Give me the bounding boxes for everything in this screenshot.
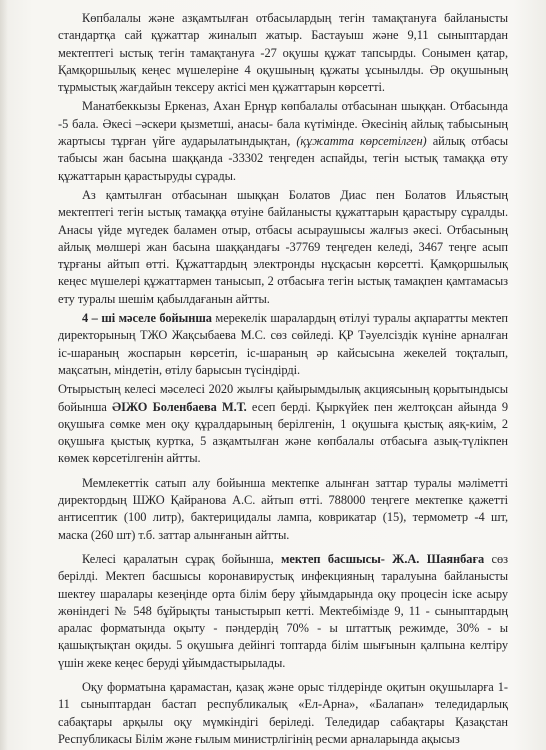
scan-binding-edge	[0, 0, 8, 750]
paragraph-text: сөз берілді. Мектеп басшысы коронавирустық инфекцияның таралуына байланысты шектеу шаралары кезеңінде орта білім беру ұйымдарында оқу процесін іске асыру жөніндегі № 548 бұйрықты таныстырып кетті. Мектебімізде 9, 11 - сыныптардың аралас форматында оқыту - пәндердің 70% - ы штаттық режимде, 30% - ы қашықтықтан оқиды. 5 оқушыға дейінгі топтарда білім шығынын қалпына келтіру үшін жеке кеңес беруді ұйымдастырылады.	[58, 551, 508, 670]
paragraph-fourth-issue	[58, 310, 508, 379]
paragraph-text: айлық отбасы табысы жан басына шаққанда -33302 теңгеден аспайды, тегін ыстық тамаққа өту құжаттарын қарастыруды сұрады.	[58, 134, 508, 183]
paragraph-text: Мемлекеттік сатып алу бойынша мектепке алынған заттар туралы мәліметті директордың ШЖО Қайранова А.С. айтып өтті. 788000 теңгеге мектепке қажетті антисептик (100 литр), бактерицидалы лампа, коврикатар (15), термометр -4 шт, маска (260 шт) т.б. заттар алынғанын айтты.	[58, 475, 508, 542]
paragraph-text: мерекелік шаралардың өтілуі туралы ақпаратты мектеп директорының ТЖО Жақсыбаева М.С. сөз сөйледі. ҚР Тәуелсіздік күніне арналған іс-шараның жоспарын көрсетіп, іс-шараның әр кайсысына жекелей тоқталып, мақсатын, міндетін, өтілу барысын түсіндірді.	[58, 311, 508, 377]
paragraph-bolatov-family	[58, 187, 508, 308]
paragraph-text: Отырыстың келесі мәселесі 2020 жылғы қайырымдылық акциясының қорытындысы бойынша	[58, 382, 508, 414]
bold-heading: 4 – ші мәселе бойынша	[82, 311, 212, 326]
paragraph-state-procurement	[58, 475, 508, 544]
paragraph-charity-results	[58, 381, 508, 467]
bold-speaker-name: ӘІЖО Боленбаева М.Т.	[112, 399, 247, 414]
paragraph-text: Оқу форматына қарамастан, қазақ және орыс тілдерінде оқитын оқушыларға 1-11 сыныптардан бастап республикалық «Ел-Арна», «Балапан» теледидарлық сабақтары арқылы оқу мүмкіндігі беріледі. Теледидар сабақтары Қазақстан Республикасы Білім және ғылым министрлігінің ресми арналарында ақысыз	[58, 679, 508, 746]
paragraph-tv-lessons	[58, 679, 508, 748]
paragraph-text: есеп берді. Қыркүйек пен желтоқсан айында 9 оқушыға сөмке мен оқу құралдарының берілгенін, 1 оқушыға қыстық аяқ-киім, 2 оқушыға қыстық куртка, 5 азқамтылған және көпбалалы отбасыға азық-түлікпен көмек көрсетілгенін айтты.	[58, 399, 508, 466]
paragraph-text: Көпбалалы және азқамтылған отбасылардың тегін тамақтануға байланысты стандартқа сай құжаттар жиналып жатыр. Бастауыш және 9,11 сыныптардан мектептегі ыстық тегін тамақтануға -27 оқушы құжат тапсырды. Сонымен қатар, Қамқоршылық кеңес мүшелеріне 4 оқушының құжаты ұсынылды. Әр оқушының тұрмыстық жағдайын тексеру актісі мен құжаттарын көрсетті.	[58, 11, 508, 95]
paragraph-text: Манатбеккызы Еркеназ, Ахан Ернұр көпбалалы отбасынан шыққан. Отбасында -5 бала. Әкесі –әскери қызметші, анасы- бала күтімінде. Әкесінің айлық табысының жартысы тұрған үйге аударылатындықтан,	[58, 99, 508, 149]
paragraph-documents-collection	[58, 10, 508, 96]
paragraph-school-head	[58, 551, 508, 672]
paragraph-text: Келесі қаралатын сұрақ бойынша,	[82, 551, 281, 566]
bold-speaker-name: мектеп басшысы- Ж.А. Шаянбаға	[280, 551, 485, 566]
paragraph-text: Аз қамтылған отбасынан шыққан Болатов Диас пен Болатов Ильястың мектептегі тегін ыстық тамаққа өтуіне байланысты құжаттарын қарастыру сұралды. Анасы үйде мүгедек баламен отыр, отбасы асыраушысы жалғыз әкесі. Отбасының айлық мөлшері жан басына шаққандағы -37769 теңгеден келеді, 3467 теңге асып тұрғаны айтып өтті. Құжаттардың электронды нұсқасын көрсетті. Қамқоршылық кеңес мүшелері құжаттармен танысып, 2 отбасыға тегін ыстық тамақпен қамтамасыз ету туралы шешім қабылдағанын айтты.	[58, 187, 508, 306]
italic-note: (құжатта көрсетілген)	[296, 134, 427, 149]
paragraph-manatbekkyzy-family	[58, 98, 508, 184]
